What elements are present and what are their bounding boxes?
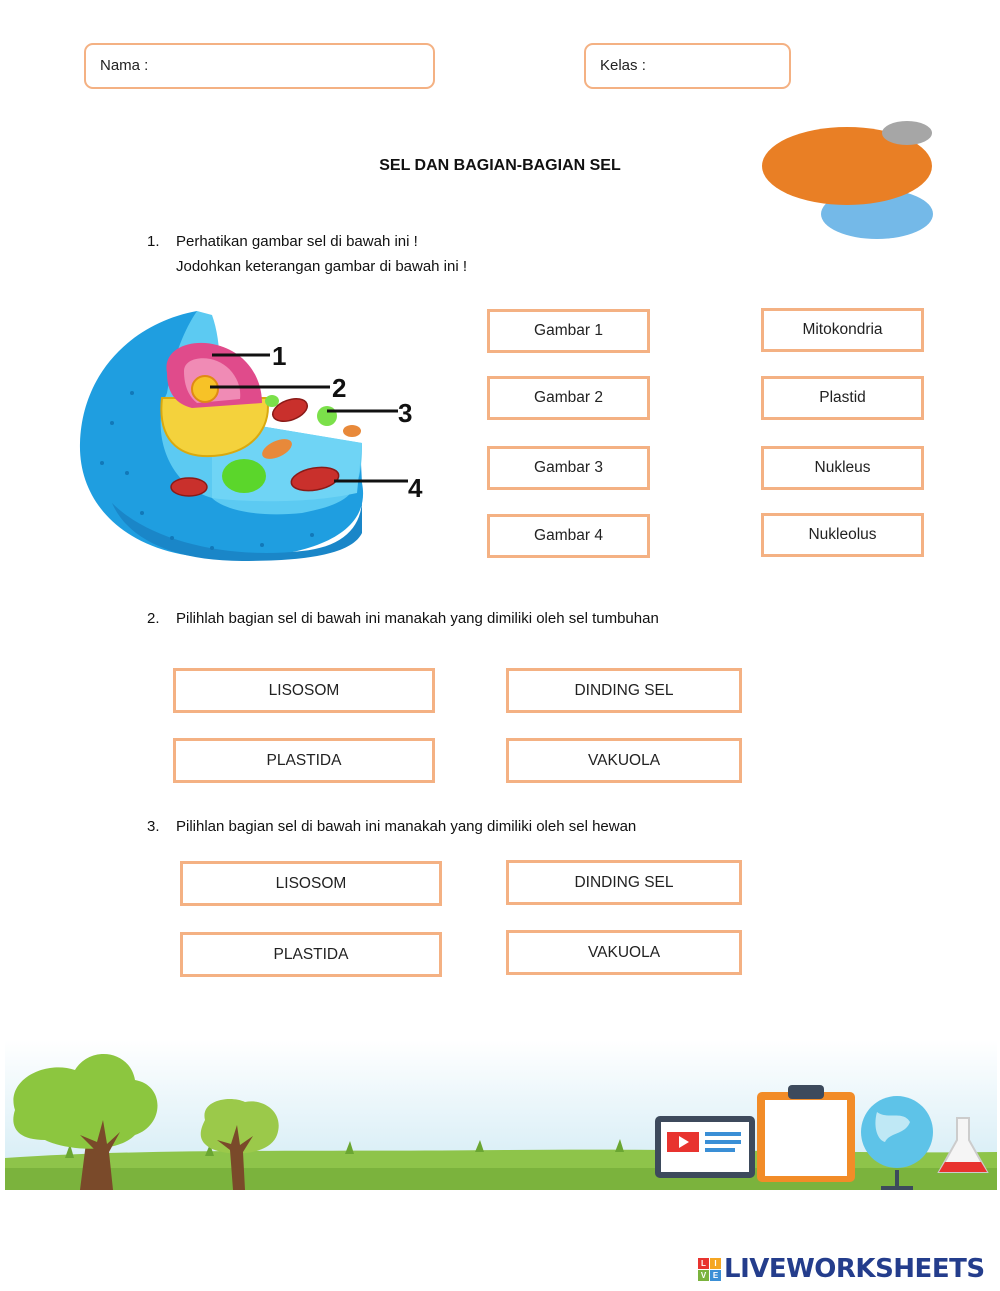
kelas-label: Kelas : [600,57,646,74]
logo-text: LIVEWORKSHEETS [724,1254,985,1284]
logo-blocks-icon [698,1258,721,1281]
logo-block-3: V [698,1270,709,1281]
logo-block-4: E [710,1270,721,1281]
q3-option-dinding-sel[interactable]: DINDING SEL [506,860,742,905]
cell-label-1: 1 [272,341,287,371]
question-3-number: 3. [147,818,160,835]
q2-option-plastida[interactable]: PLASTIDA [173,738,435,783]
liveworksheets-logo [698,1254,985,1284]
cell-label-3: 3 [398,398,413,428]
question-2-text: Pilihlah bagian sel di bawah ini manakah yang dimiliki oleh sel tumbuhan [176,610,659,627]
match-gambar-1[interactable]: Gambar 1 [487,309,650,353]
q2-option-lisosom[interactable]: LISOSOM [173,668,435,713]
landscape-banner [5,1040,997,1190]
q2-option-dinding-sel[interactable]: DINDING SEL [506,668,742,713]
q3-option-plastida[interactable]: PLASTIDA [180,932,442,977]
nama-field[interactable] [84,43,435,89]
question-2 [147,606,747,631]
cell-diagram [72,303,432,565]
question-1-line-1: Perhatikan gambar sel di bawah ini ! [176,233,418,250]
match-mitokondria[interactable]: Mitokondria [761,308,924,352]
cell-label-4: 4 [408,473,423,503]
question-1 [147,229,547,279]
match-gambar-2[interactable]: Gambar 2 [487,376,650,420]
logo-block-2: I [710,1258,721,1269]
question-3 [147,814,747,839]
nama-label: Nama : [100,57,149,74]
page-title: SEL DAN BAGIAN-BAGIAN SEL [379,157,621,174]
match-gambar-3[interactable]: Gambar 3 [487,446,650,490]
logo-block-1: L [698,1258,709,1269]
question-1-line-2: Jodohkan keterangan gambar di bawah ini ! [176,258,468,275]
kelas-field[interactable] [584,43,791,89]
match-plastid[interactable]: Plastid [761,376,924,420]
question-3-text: Pilihlan bagian sel di bawah ini manakah yang dimiliki oleh sel hewan [176,818,637,835]
question-1-number: 1. [147,233,160,250]
cell-label-2: 2 [332,373,347,403]
match-nukleolus[interactable]: Nukleolus [761,513,924,557]
q2-option-vakuola[interactable]: VAKUOLA [506,738,742,783]
match-gambar-4[interactable]: Gambar 4 [487,514,650,558]
match-nukleus[interactable]: Nukleus [761,446,924,490]
question-2-number: 2. [147,610,160,627]
q3-option-vakuola[interactable]: VAKUOLA [506,930,742,975]
q3-option-lisosom[interactable]: LISOSOM [180,861,442,906]
decorative-ellipses [755,115,940,245]
